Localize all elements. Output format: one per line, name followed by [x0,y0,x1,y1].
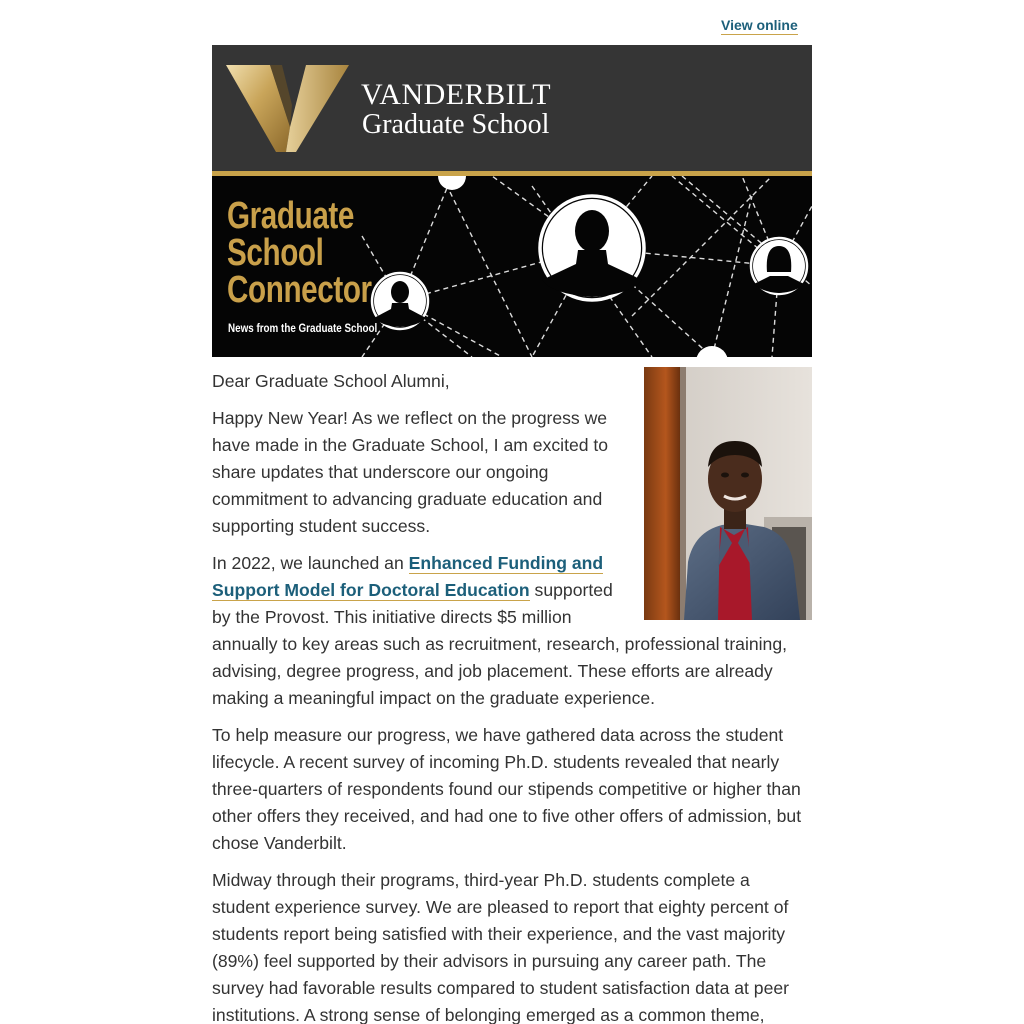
header-banner [212,45,812,171]
person-avatar-icon [540,196,644,300]
banner-title [227,195,372,311]
banner-title-line: School [227,232,324,274]
letter-greeting: Dear Graduate School Alumni, [212,371,450,391]
brand-subtitle: Graduate School [362,109,550,140]
funding-model-link[interactable]: Enhanced Funding and Support Model for Doctoral Education [212,553,604,600]
female-avatar-icon [751,238,807,294]
brand-name: VANDERBILT [361,78,552,111]
vanderbilt-v-logo [226,65,350,155]
letter-paragraph: Midway through their programs, third-year Ph.D. students complete a student experience survey. We are pleased to report that eighty percent of students report being satisfied with their experience, and the vast majority (89%) feel supported by their advisors in pursuing any career path. The survey had favorable results compared to student satisfaction data at peer institutions. A strong sense of belonging emerged as a common theme, [212,870,790,1024]
banner-title-line: Connector [227,269,372,311]
letter-body [212,367,812,1024]
letter-paragraph: To help measure our progress, we have gathered data across the student lifecycle. A recent survey of incoming Ph.D. students revealed that nearly three-quarters of respondents found our stipends competitive or higher than other offers they received, and had one to five other offers of admission, but chose Vanderbilt. [212,725,802,853]
person-avatar-icon [372,273,428,329]
banner-title-line: Graduate [227,195,355,237]
paragraph-text: In 2022, we launched an [212,553,409,573]
letter-paragraph: Happy New Year! As we reflect on the progress we have made in the Graduate School, I am excited to share updates that underscore our ongoing commitment to advancing graduate education and supporting student success. [212,408,609,536]
paragraph-text: supported by the Provost. This initiative directs $5 million annually to key areas such as recruitment, research, professional training, advising, degree progress, and job placement. These efforts are already making a meaningful impact on the graduate experience. [212,580,788,708]
portrait-spacer [634,367,812,617]
view-online-link[interactable]: View online [721,17,798,33]
banner-tagline: News from the Graduate School [228,321,378,335]
connector-banner [212,176,812,357]
